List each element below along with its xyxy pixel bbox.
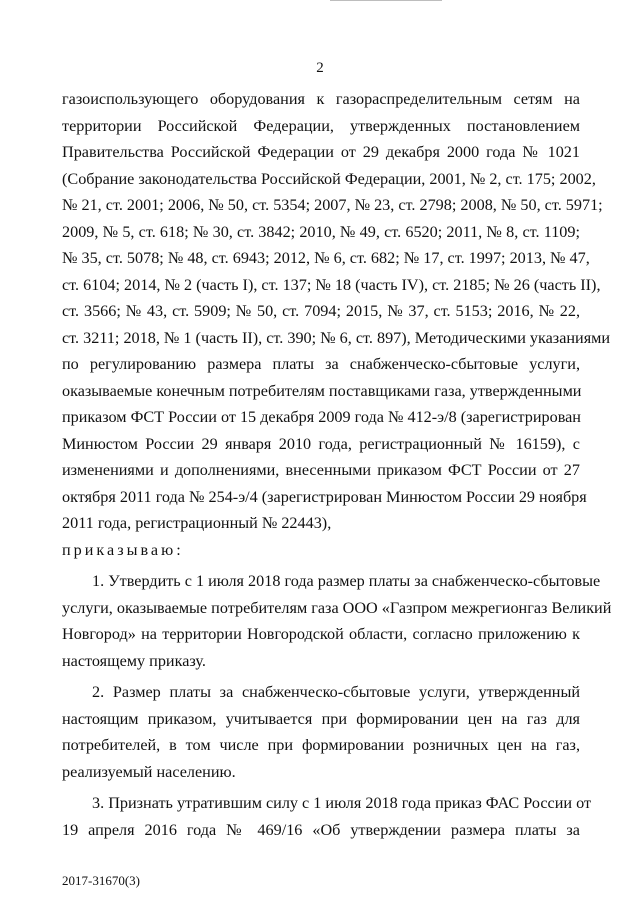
intro-line: газоиспользующего оборудования к газораспределительным сетям на <box>62 90 580 108</box>
intro-line: приказом ФСТ России от 15 декабря 2009 года № 412-э/8 (зарегистрирован <box>62 408 581 426</box>
item-2-paragraph <box>62 679 580 785</box>
item-line: Новгород» на территории Новгородской области, согласно приложению к <box>62 625 580 643</box>
document-body <box>62 86 612 843</box>
item-line: 3. Признать утратившим силу с 1 июля 2018 года приказ ФАС России от <box>92 794 592 812</box>
intro-line: ст. 6104; 2014, № 2 (часть I), ст. 137; № 18 (часть IV), ст. 2185; № 26 (часть II), <box>62 275 601 294</box>
document-code: 2017-31670(3) <box>62 873 140 888</box>
intro-line: оказываемые конечным потребителям поставщиками газа, утвержденными <box>62 381 582 400</box>
item-line: потребителей, в том числе при формировании розничных цен на газ, <box>62 736 580 754</box>
item-line: 1. Утвердить с 1 июля 2018 года размер платы за снабженческо-сбытовые <box>92 572 601 590</box>
intro-line: (Собрание законодательства Российской Федерации, 2001, № 2, ст. 175; 2002, <box>62 169 596 188</box>
intro-line: Минюстом России 29 января 2010 года, регистрационный № 16159), с <box>62 434 580 453</box>
intro-line: ст. 3566; № 43, ст. 5909; № 50, ст. 7094; 2015, № 37, ст. 5153; 2016, № 22, <box>62 302 580 320</box>
item-line: настоящему приказу. <box>62 651 206 670</box>
intro-line: Правительства Российской Федерации от 29 декабря 2000 года № 1021 <box>62 143 580 161</box>
item-line: 2. Размер платы за снабженческо-сбытовые услуги, утвержденный <box>92 683 580 701</box>
intro-line: 2009, № 5, ст. 618; № 30, ст. 3842; 2010, № 49, ст. 6520; 2011, № 8, ст. 1109; <box>62 222 580 241</box>
intro-line: октября 2011 года № 254-э/4 (зарегистрирован Минюстом России 29 ноября <box>62 487 587 506</box>
order-word: приказываю: <box>62 540 184 559</box>
item-line: 19 апреля 2016 года № 469/16 «Об утверждении размера платы за <box>62 820 580 839</box>
intro-paragraph <box>62 86 611 537</box>
intro-line: изменениями и дополнениями, внесенными приказом ФСТ России от 27 <box>62 461 580 479</box>
item-line: услуги, оказываемые потребителям газа ООО «Газпром межрегионгаз Великий <box>62 598 612 617</box>
intro-line: № 35, ст. 5078; № 48, ст. 6943; 2012, № 6, ст. 682; № 17, ст. 1997; 2013, № 47, <box>62 249 590 267</box>
top-border-line <box>330 0 442 1</box>
intro-line: № 21, ст. 2001; 2006, № 50, ст. 5354; 2007, № 23, ст. 2798; 2008, № 50, ст. 5971; <box>62 196 603 214</box>
item-line: настоящим приказом, учитывается при формировании цен на газ для <box>62 709 580 728</box>
item-line: реализуемый населению. <box>62 762 236 781</box>
intro-line: по регулированию размера платы за снабженческо-сбытовые услуги, <box>62 355 580 373</box>
intro-line: 2011 года, регистрационный № 22443), <box>62 514 332 532</box>
item-1-paragraph <box>62 568 612 674</box>
intro-line: ст. 3211; 2018, № 1 (часть II), ст. 390; № 6, ст. 897), Методическими указаниями <box>62 328 611 347</box>
page-number: 2 <box>316 60 324 76</box>
item-3-paragraph <box>62 790 592 843</box>
intro-line: территории Российской Федерации, утвержденных постановлением <box>62 116 580 135</box>
